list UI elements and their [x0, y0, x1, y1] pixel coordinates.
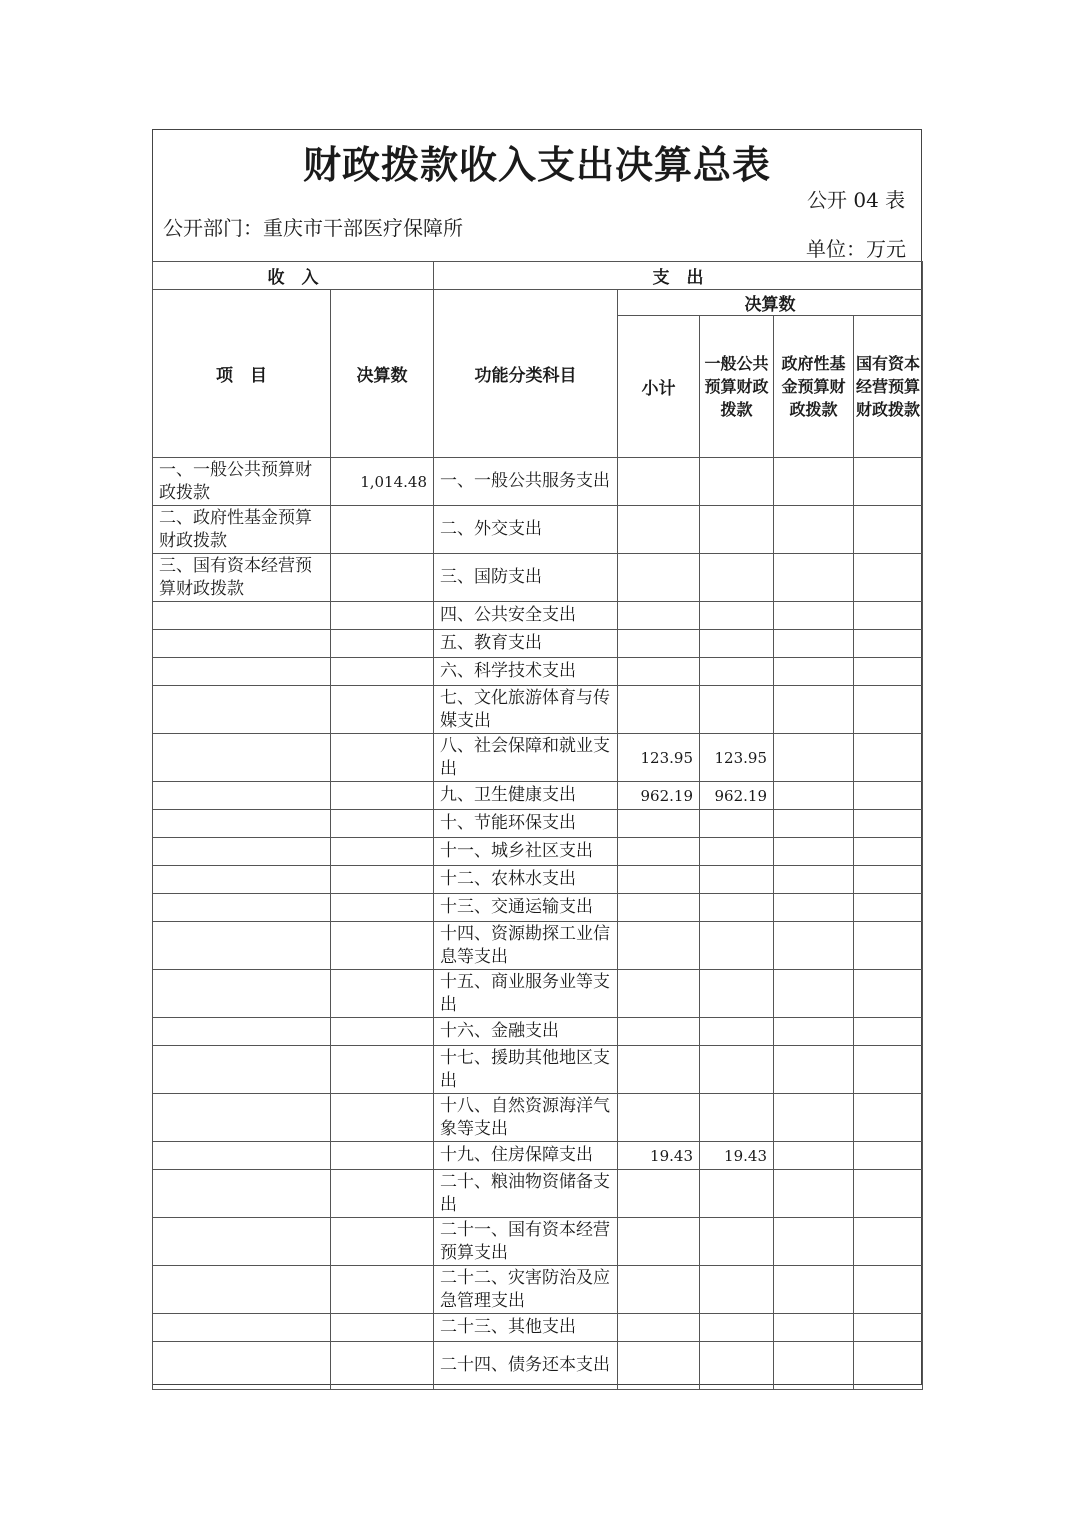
- income-item: [153, 1170, 331, 1218]
- income-item: [153, 922, 331, 970]
- table-row: [153, 1046, 923, 1094]
- gov-fund-value: [774, 506, 854, 554]
- subtotal-value: [618, 970, 700, 1018]
- gov-fund-value: [774, 554, 854, 602]
- general-budget-value: [700, 922, 774, 970]
- gov-fund-value: [774, 1094, 854, 1142]
- income-amount: [331, 686, 434, 734]
- expense-item: 二十二、灾害防治及应急管理支出: [434, 1266, 618, 1314]
- income-item: [153, 970, 331, 1018]
- income-amount: [331, 866, 434, 894]
- expense-item: 八、社会保障和就业支出: [434, 734, 618, 782]
- table-row: [153, 630, 923, 658]
- general-budget-value: [700, 458, 774, 506]
- general-budget-value: [700, 658, 774, 686]
- gov-fund-value: [774, 1018, 854, 1046]
- expense-item: 九、卫生健康支出: [434, 782, 618, 810]
- table-row: [153, 554, 923, 602]
- general-budget-value: 19.43: [700, 1142, 774, 1170]
- state-capital-value: [854, 506, 923, 554]
- subtotal-header: 小计: [618, 316, 700, 458]
- expense-item: 三、国防支出: [434, 554, 618, 602]
- table-row: [153, 1218, 923, 1266]
- subtotal-value: [618, 1094, 700, 1142]
- state-capital-value: [854, 894, 923, 922]
- general-budget-value: [700, 1342, 774, 1390]
- state-capital-value: [854, 1218, 923, 1266]
- income-item: [153, 1018, 331, 1046]
- expense-item: 一、一般公共服务支出: [434, 458, 618, 506]
- income-item: [153, 838, 331, 866]
- gov-fund-value: [774, 1314, 854, 1342]
- item-header: 项 目: [153, 290, 331, 458]
- gov-fund-value: [774, 1046, 854, 1094]
- expense-item: 十二、农林水支出: [434, 866, 618, 894]
- gov-fund-value: [774, 602, 854, 630]
- state-capital-value: [854, 1314, 923, 1342]
- state-capital-value: [854, 1266, 923, 1314]
- subtotal-value: [618, 1046, 700, 1094]
- expense-item: 十五、商业服务业等支出: [434, 970, 618, 1018]
- expense-item: 七、文化旅游体育与传媒支出: [434, 686, 618, 734]
- state-capital-value: [854, 1018, 923, 1046]
- general-budget-value: [700, 506, 774, 554]
- income-header: 收 入: [153, 262, 434, 290]
- table-row: [153, 602, 923, 630]
- income-item: [153, 1046, 331, 1094]
- income-item: 一、一般公共预算财政拨款: [153, 458, 331, 506]
- general-budget-value: [700, 602, 774, 630]
- income-item: [153, 1314, 331, 1342]
- gov-fund-value: [774, 1342, 854, 1390]
- gov-fund-value: [774, 1142, 854, 1170]
- general-budget-value: [700, 630, 774, 658]
- subtotal-value: [618, 894, 700, 922]
- general-budget-value: 123.95: [700, 734, 774, 782]
- expense-header: 支 出: [434, 262, 923, 290]
- income-amount: [331, 810, 434, 838]
- gov-fund-value: [774, 922, 854, 970]
- income-amount: [331, 734, 434, 782]
- subtotal-value: [618, 922, 700, 970]
- subtotal-value: [618, 1342, 700, 1390]
- subtotal-value: 962.19: [618, 782, 700, 810]
- subtotal-value: [618, 1266, 700, 1314]
- table-row: [153, 1314, 923, 1342]
- gov-fund-value: [774, 810, 854, 838]
- expense-item: 二十、粮油物资储备支出: [434, 1170, 618, 1218]
- expense-item: 十七、援助其他地区支出: [434, 1046, 618, 1094]
- expense-item: 二、外交支出: [434, 506, 618, 554]
- income-amount: [331, 782, 434, 810]
- table-row: [153, 1142, 923, 1170]
- income-amount: [331, 1342, 434, 1390]
- general-budget-value: [700, 1018, 774, 1046]
- table-row: [153, 1094, 923, 1142]
- expense-item: 二十一、国有资本经营预算支出: [434, 1218, 618, 1266]
- gov-fund-value: [774, 630, 854, 658]
- income-item: [153, 810, 331, 838]
- subtotal-value: [618, 554, 700, 602]
- income-amount: [331, 630, 434, 658]
- income-item: [153, 1094, 331, 1142]
- income-amount: [331, 1046, 434, 1094]
- subtotal-value: [618, 1218, 700, 1266]
- general-budget-value: [700, 686, 774, 734]
- income-item: [153, 658, 331, 686]
- state-capital-value: [854, 734, 923, 782]
- gov-fund-value: [774, 1266, 854, 1314]
- expense-item: 二十三、其他支出: [434, 1314, 618, 1342]
- gov-fund-value: [774, 866, 854, 894]
- income-item: 二、政府性基金预算财政拨款: [153, 506, 331, 554]
- table-row: [153, 970, 923, 1018]
- state-capital-header: 国有资本经营预算财政拨款: [854, 316, 923, 458]
- form-number: 公开 04 表: [807, 188, 906, 212]
- table-row: [153, 1018, 923, 1046]
- income-amount: [331, 1094, 434, 1142]
- income-amount: 1,014.48: [331, 458, 434, 506]
- income-item: [153, 630, 331, 658]
- table-row: [153, 838, 923, 866]
- income-item: [153, 1266, 331, 1314]
- table-row: [153, 810, 923, 838]
- state-capital-value: [854, 458, 923, 506]
- general-budget-value: [700, 970, 774, 1018]
- subtotal-value: 123.95: [618, 734, 700, 782]
- table-row: [153, 1170, 923, 1218]
- income-amount: [331, 922, 434, 970]
- income-amount: [331, 1170, 434, 1218]
- amount-header: 决算数: [331, 290, 434, 458]
- unit-label: 单位：万元: [806, 237, 906, 261]
- table-row: [153, 686, 923, 734]
- expense-item: 十三、交通运输支出: [434, 894, 618, 922]
- income-item: [153, 866, 331, 894]
- general-budget-value: [700, 554, 774, 602]
- income-amount: [331, 658, 434, 686]
- subtotal-value: [618, 506, 700, 554]
- gov-fund-value: [774, 894, 854, 922]
- subtotal-value: [618, 686, 700, 734]
- subtotal-value: [618, 810, 700, 838]
- expense-item: 十六、金融支出: [434, 1018, 618, 1046]
- table-row: [153, 866, 923, 894]
- expense-item: 六、科学技术支出: [434, 658, 618, 686]
- state-capital-value: [854, 810, 923, 838]
- table-row: [153, 894, 923, 922]
- income-item: [153, 1218, 331, 1266]
- state-capital-value: [854, 630, 923, 658]
- income-amount: [331, 894, 434, 922]
- income-amount: [331, 1314, 434, 1342]
- state-capital-value: [854, 838, 923, 866]
- table-row: [153, 734, 923, 782]
- table-row: [153, 1342, 923, 1390]
- income-item: [153, 782, 331, 810]
- expense-item: 十、节能环保支出: [434, 810, 618, 838]
- general-budget-value: 962.19: [700, 782, 774, 810]
- general-budget-value: [700, 838, 774, 866]
- income-amount: [331, 1142, 434, 1170]
- expense-item: 四、公共安全支出: [434, 602, 618, 630]
- general-budget-value: [700, 1094, 774, 1142]
- income-item: 三、国有资本经营预算财政拨款: [153, 554, 331, 602]
- table-row: [153, 922, 923, 970]
- gov-fund-header: 政府性基金预算财政拨款: [774, 316, 854, 458]
- state-capital-value: [854, 1342, 923, 1390]
- table-row: [153, 506, 923, 554]
- state-capital-value: [854, 1142, 923, 1170]
- func-category-header: 功能分类科目: [434, 290, 618, 458]
- subtotal-value: [618, 1314, 700, 1342]
- general-budget-value: [700, 894, 774, 922]
- general-budget-header: 一般公共预算财政拨款: [700, 316, 774, 458]
- subtotal-value: [618, 458, 700, 506]
- state-capital-value: [854, 922, 923, 970]
- income-item: [153, 686, 331, 734]
- expense-item: 十九、住房保障支出: [434, 1142, 618, 1170]
- gov-fund-value: [774, 1218, 854, 1266]
- subtotal-value: [618, 630, 700, 658]
- table-row: [153, 458, 923, 506]
- income-item: [153, 734, 331, 782]
- expense-item: 十四、资源勘探工业信息等支出: [434, 922, 618, 970]
- subtotal-value: [618, 866, 700, 894]
- state-capital-value: [854, 970, 923, 1018]
- state-capital-value: [854, 1170, 923, 1218]
- income-item: [153, 894, 331, 922]
- state-capital-value: [854, 1094, 923, 1142]
- subtotal-value: [618, 838, 700, 866]
- general-budget-value: [700, 1314, 774, 1342]
- gov-fund-value: [774, 970, 854, 1018]
- income-item: [153, 1142, 331, 1170]
- department-label: 公开部门：重庆市干部医疗保障所: [163, 216, 463, 240]
- subtotal-value: [618, 602, 700, 630]
- general-budget-value: [700, 1218, 774, 1266]
- income-amount: [331, 838, 434, 866]
- gov-fund-value: [774, 458, 854, 506]
- gov-fund-value: [774, 838, 854, 866]
- gov-fund-value: [774, 782, 854, 810]
- state-capital-value: [854, 602, 923, 630]
- income-item: [153, 1342, 331, 1390]
- appropriation-table: [152, 261, 923, 1390]
- income-amount: [331, 970, 434, 1018]
- expense-item: 十一、城乡社区支出: [434, 838, 618, 866]
- expense-item: 二十四、债务还本支出: [434, 1342, 618, 1390]
- report-title: 财政拨款收入支出决算总表: [302, 143, 771, 187]
- state-capital-value: [854, 658, 923, 686]
- final-amount-header: 决算数: [618, 290, 923, 316]
- income-amount: [331, 1018, 434, 1046]
- general-budget-value: [700, 810, 774, 838]
- general-budget-value: [700, 866, 774, 894]
- table-row: [153, 658, 923, 686]
- expense-item: 十八、自然资源海洋气象等支出: [434, 1094, 618, 1142]
- general-budget-value: [700, 1266, 774, 1314]
- subtotal-value: [618, 1170, 700, 1218]
- income-amount: [331, 602, 434, 630]
- general-budget-value: [700, 1170, 774, 1218]
- income-amount: [331, 554, 434, 602]
- state-capital-value: [854, 686, 923, 734]
- income-amount: [331, 506, 434, 554]
- gov-fund-value: [774, 1170, 854, 1218]
- income-amount: [331, 1266, 434, 1314]
- table-row: [153, 782, 923, 810]
- gov-fund-value: [774, 658, 854, 686]
- state-capital-value: [854, 782, 923, 810]
- subtotal-value: [618, 1018, 700, 1046]
- table-row: [153, 1266, 923, 1314]
- income-amount: [331, 1218, 434, 1266]
- subtotal-value: [618, 658, 700, 686]
- expense-item: 五、教育支出: [434, 630, 618, 658]
- state-capital-value: [854, 1046, 923, 1094]
- state-capital-value: [854, 554, 923, 602]
- subtotal-value: 19.43: [618, 1142, 700, 1170]
- general-budget-value: [700, 1046, 774, 1094]
- income-item: [153, 602, 331, 630]
- gov-fund-value: [774, 686, 854, 734]
- state-capital-value: [854, 866, 923, 894]
- gov-fund-value: [774, 734, 854, 782]
